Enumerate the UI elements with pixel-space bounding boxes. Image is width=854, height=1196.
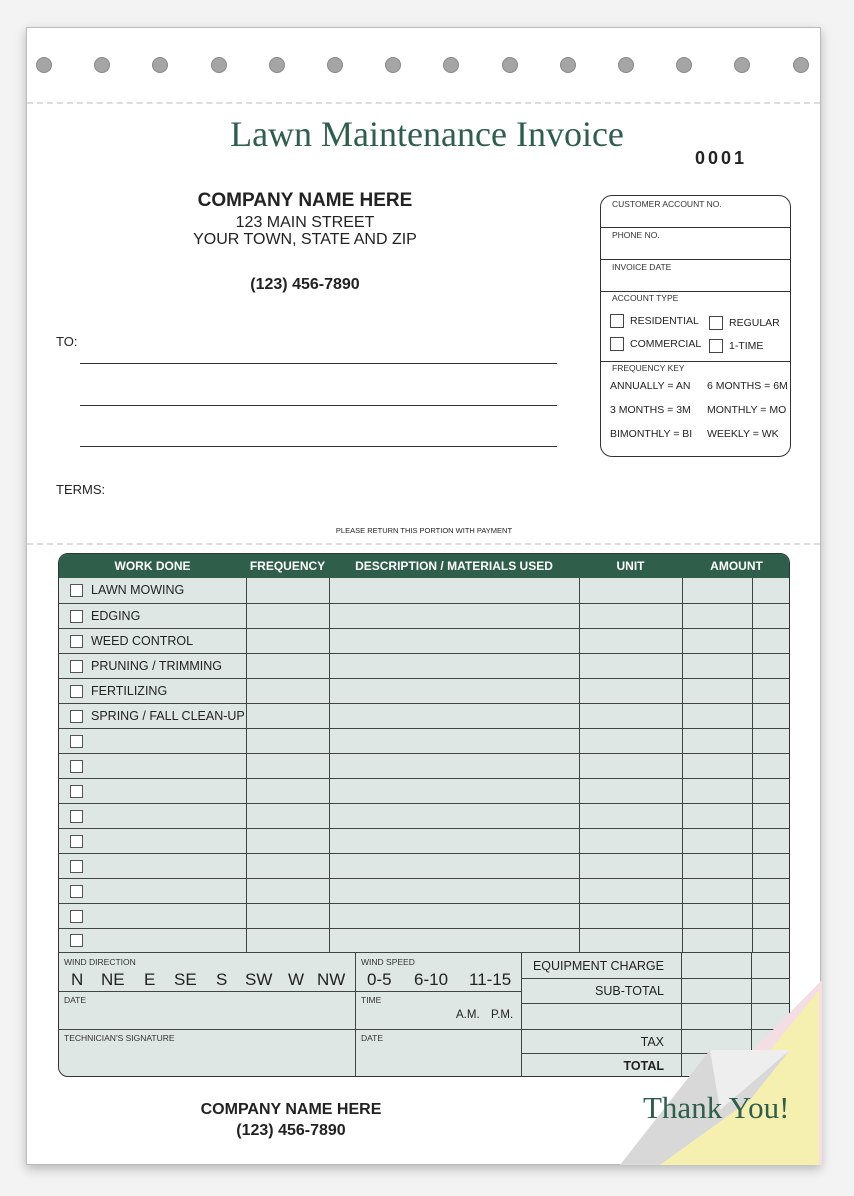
- table-cell[interactable]: [752, 779, 753, 803]
- table-cell[interactable]: [246, 679, 247, 703]
- work-checkbox[interactable]: [70, 735, 83, 748]
- work-checkbox[interactable]: [70, 860, 83, 873]
- table-row: [59, 604, 790, 629]
- table-cell[interactable]: [682, 904, 683, 928]
- perforation-line-2: [27, 543, 820, 545]
- table-cell[interactable]: [752, 854, 753, 878]
- table-cell[interactable]: [682, 604, 683, 628]
- work-checkbox[interactable]: [70, 910, 83, 923]
- customer-info-box: [600, 195, 791, 457]
- wind-direction-option[interactable]: S: [216, 970, 228, 989]
- date-label-2: DATE: [361, 1033, 384, 1043]
- table-cell[interactable]: [329, 879, 330, 903]
- footer-phone: (123) 456-7890: [236, 1122, 346, 1139]
- table-cell[interactable]: [579, 704, 580, 728]
- frequency-key-item: ANNUALLY = AN: [610, 380, 691, 392]
- table-cell[interactable]: [752, 629, 753, 653]
- table-cell[interactable]: [752, 879, 753, 903]
- table-header: [59, 554, 789, 578]
- table-row: [59, 904, 790, 929]
- table-cell[interactable]: [246, 904, 247, 928]
- table-cell[interactable]: [246, 804, 247, 828]
- binding-hole: [36, 57, 52, 73]
- to-line-2[interactable]: [80, 405, 557, 406]
- wind-direction-option[interactable]: SE: [174, 970, 197, 989]
- table-row: [59, 879, 790, 904]
- header-work-done: WORK DONE: [114, 559, 191, 573]
- table-cell[interactable]: [329, 629, 330, 653]
- table-cell[interactable]: [246, 729, 247, 753]
- perforation-line: [27, 102, 820, 104]
- wind-speed-option[interactable]: 0-5: [367, 970, 392, 989]
- table-cell[interactable]: [246, 929, 247, 952]
- table-cell[interactable]: [752, 679, 753, 703]
- residential-label: RESIDENTIAL: [630, 315, 699, 327]
- account-type-label: ACCOUNT TYPE: [612, 293, 679, 303]
- table-row: [59, 578, 790, 604]
- table-cell[interactable]: [246, 854, 247, 878]
- table-row: [59, 679, 790, 704]
- pm-option[interactable]: P.M.: [491, 1009, 514, 1021]
- frequency-key-label: FREQUENCY KEY: [612, 363, 685, 373]
- company-name: COMPANY NAME HERE: [197, 190, 413, 211]
- work-item-label: SPRING / FALL CLEAN-UP: [91, 708, 245, 723]
- table-cell[interactable]: [752, 654, 753, 678]
- wind-direction-option[interactable]: NW: [317, 970, 346, 989]
- wind-direction-label: WIND DIRECTION: [64, 957, 136, 967]
- signature-label: TECHNICIAN'S SIGNATURE: [64, 1033, 175, 1043]
- wind-speed-option[interactable]: 6-10: [414, 970, 449, 989]
- company-city: YOUR TOWN, STATE AND ZIP: [193, 231, 417, 248]
- thank-you-text: Thank You!: [643, 1090, 790, 1125]
- table-cell[interactable]: [752, 604, 753, 628]
- header-unit: UNIT: [616, 559, 645, 573]
- table-cell[interactable]: [682, 704, 683, 728]
- header-description: DESCRIPTION / MATERIALS USED: [355, 559, 553, 573]
- table-cell[interactable]: [329, 654, 330, 678]
- wind-speed-label: WIND SPEED: [361, 957, 415, 967]
- table-cell[interactable]: [752, 754, 753, 778]
- binding-hole: [211, 57, 227, 73]
- table-cell[interactable]: [329, 854, 330, 878]
- work-checkbox[interactable]: [70, 810, 83, 823]
- table-cell[interactable]: [579, 854, 580, 878]
- wind-direction-option[interactable]: N: [71, 970, 84, 989]
- table-cell[interactable]: [246, 779, 247, 803]
- table-cell[interactable]: [682, 879, 683, 903]
- total-label: TOTAL: [623, 1059, 664, 1073]
- table-cell[interactable]: [752, 829, 753, 853]
- subtotal-label: SUB-TOTAL: [595, 984, 664, 998]
- table-cell[interactable]: [246, 629, 247, 653]
- page-curl-icon: [600, 980, 854, 1196]
- residential-checkbox[interactable]: [610, 314, 624, 328]
- tax-label: TAX: [640, 1035, 664, 1049]
- work-item-label: FERTILIZING: [91, 683, 168, 698]
- work-checkbox[interactable]: [70, 635, 83, 648]
- table-cell[interactable]: [682, 729, 683, 753]
- table-cell[interactable]: [752, 904, 753, 928]
- table-cell[interactable]: [682, 578, 683, 603]
- table-row: [59, 779, 790, 804]
- work-checkbox[interactable]: [70, 785, 83, 798]
- binding-hole: [560, 57, 576, 73]
- table-cell[interactable]: [329, 604, 330, 628]
- table-row: [59, 729, 790, 754]
- commercial-label: COMMERCIAL: [630, 338, 702, 350]
- work-checkbox[interactable]: [70, 934, 83, 947]
- date-label: DATE: [64, 995, 87, 1005]
- frequency-key-item: WEEKLY = WK: [707, 428, 779, 440]
- table-cell[interactable]: [579, 929, 580, 952]
- header-frequency: FREQUENCY: [249, 559, 326, 573]
- work-checkbox[interactable]: [70, 760, 83, 773]
- table-row: [59, 929, 790, 953]
- table-cell[interactable]: [329, 754, 330, 778]
- frequency-key-item: MONTHLY = MO: [707, 404, 787, 416]
- one-time-checkbox[interactable]: [709, 339, 723, 353]
- table-cell[interactable]: [682, 829, 683, 853]
- to-label: TO:: [56, 334, 78, 349]
- footer-company-name: COMPANY NAME HERE: [200, 1101, 382, 1118]
- table-cell[interactable]: [329, 929, 330, 952]
- one-time-label: 1-TIME: [729, 340, 764, 352]
- table-row: [59, 854, 790, 879]
- table-cell[interactable]: [682, 779, 683, 803]
- work-checkbox[interactable]: [70, 885, 83, 898]
- table-cell[interactable]: [682, 854, 683, 878]
- regular-label: REGULAR: [729, 317, 780, 329]
- table-cell[interactable]: [329, 704, 330, 728]
- table-cell[interactable]: [752, 704, 753, 728]
- work-item-label: WEED CONTROL: [91, 633, 194, 648]
- work-checkbox[interactable]: [70, 610, 83, 623]
- work-item-label: LAWN MOWING: [91, 583, 185, 597]
- am-option[interactable]: A.M.: [456, 1009, 480, 1021]
- table-cell[interactable]: [579, 629, 580, 653]
- regular-checkbox[interactable]: [709, 316, 723, 330]
- table-cell[interactable]: [579, 679, 580, 703]
- customer-account-label: CUSTOMER ACCOUNT NO.: [612, 199, 722, 209]
- frequency-key-item: BIMONTHLY = BI: [610, 428, 693, 440]
- table-cell[interactable]: [682, 654, 683, 678]
- table-row: [59, 804, 790, 829]
- wind-speed-option[interactable]: 11-15: [469, 970, 512, 989]
- to-line-1[interactable]: [80, 363, 557, 364]
- table-cell[interactable]: [579, 779, 580, 803]
- table-cell[interactable]: [579, 829, 580, 853]
- table-cell[interactable]: [682, 629, 683, 653]
- table-cell[interactable]: [579, 729, 580, 753]
- wind-direction-option[interactable]: NE: [101, 970, 125, 989]
- table-cell[interactable]: [246, 604, 247, 628]
- commercial-checkbox[interactable]: [610, 337, 624, 351]
- binding-hole: [502, 57, 518, 73]
- invoice-number: 0001: [695, 148, 748, 168]
- frequency-key-item: 3 MONTHS = 3M: [610, 404, 691, 416]
- invoice-title: Lawn Maintenance Invoice: [230, 114, 624, 154]
- work-checkbox[interactable]: [70, 835, 83, 848]
- work-checkbox[interactable]: [70, 660, 83, 673]
- table-row: [59, 704, 790, 729]
- table-cell[interactable]: [752, 929, 753, 952]
- terms-label: TERMS:: [56, 482, 106, 497]
- table-row: [59, 754, 790, 779]
- table-row: [59, 654, 790, 679]
- table-cell[interactable]: [682, 679, 683, 703]
- wind-direction-option[interactable]: SW: [245, 970, 273, 989]
- work-item-label: PRUNING / TRIMMING: [91, 658, 223, 673]
- table-cell[interactable]: [329, 779, 330, 803]
- table-cell[interactable]: [752, 578, 753, 603]
- binding-hole: [269, 57, 285, 73]
- work-item-label: EDGING: [91, 608, 141, 623]
- table-cell[interactable]: [329, 904, 330, 928]
- table-cell[interactable]: [329, 729, 330, 753]
- table-cell[interactable]: [579, 879, 580, 903]
- binding-hole: [793, 57, 809, 73]
- table-cell[interactable]: [246, 754, 247, 778]
- table-cell[interactable]: [329, 679, 330, 703]
- table-cell[interactable]: [329, 578, 330, 603]
- table-cell[interactable]: [752, 804, 753, 828]
- table-cell[interactable]: [579, 804, 580, 828]
- table-cell[interactable]: [329, 804, 330, 828]
- work-checkbox[interactable]: [70, 584, 83, 597]
- binding-hole: [327, 57, 343, 73]
- company-phone: (123) 456-7890: [250, 276, 360, 293]
- to-line-3[interactable]: [80, 446, 557, 447]
- table-cell[interactable]: [752, 729, 753, 753]
- binding-hole: [618, 57, 634, 73]
- equipment-charge-label: EQUIPMENT CHARGE: [532, 959, 664, 973]
- phone-label: PHONE NO.: [612, 230, 660, 240]
- time-label: TIME: [361, 995, 382, 1005]
- wind-direction-option[interactable]: W: [288, 970, 305, 989]
- invoice-date-label: INVOICE DATE: [612, 262, 672, 272]
- frequency-key-item: 6 MONTHS = 6M: [707, 380, 788, 392]
- table-cell[interactable]: [246, 654, 247, 678]
- table-cell[interactable]: [246, 879, 247, 903]
- company-street: 123 MAIN STREET: [235, 214, 375, 231]
- table-cell[interactable]: [579, 754, 580, 778]
- work-checkbox[interactable]: [70, 685, 83, 698]
- table-cell[interactable]: [682, 754, 683, 778]
- table-cell[interactable]: [246, 829, 247, 853]
- header-amount: AMOUNT: [710, 559, 763, 573]
- table-cell[interactable]: [579, 904, 580, 928]
- table-row: [59, 829, 790, 854]
- table-cell[interactable]: [579, 578, 580, 603]
- table-cell[interactable]: [246, 704, 247, 728]
- wind-direction-option[interactable]: E: [144, 970, 156, 989]
- table-cell[interactable]: [329, 829, 330, 853]
- return-note: PLEASE RETURN THIS PORTION WITH PAYMENT: [335, 526, 513, 535]
- table-cell[interactable]: [682, 804, 683, 828]
- table-cell[interactable]: [579, 654, 580, 678]
- table-row: [59, 629, 790, 654]
- table-cell[interactable]: [579, 604, 580, 628]
- table-cell[interactable]: [246, 578, 247, 603]
- work-checkbox[interactable]: [70, 710, 83, 723]
- table-cell[interactable]: [682, 929, 683, 952]
